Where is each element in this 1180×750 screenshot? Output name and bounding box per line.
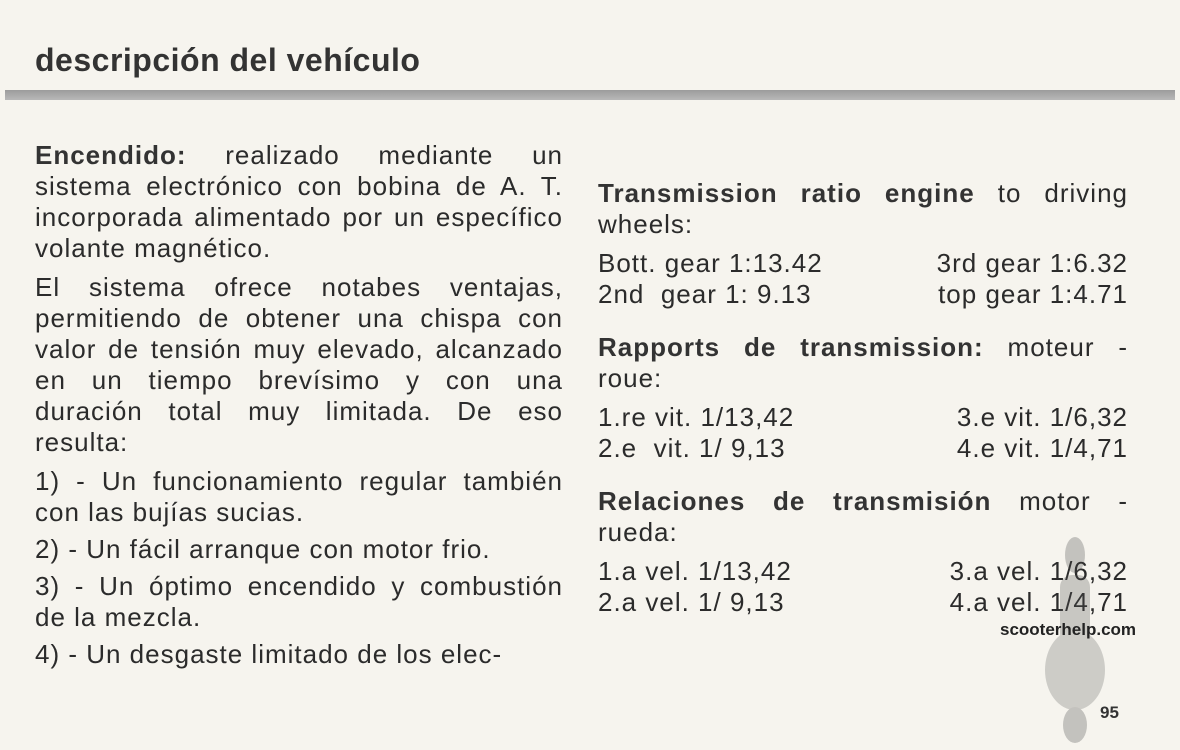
ratio-cell: 2nd gear 1: 9.13: [598, 279, 812, 309]
french-ratios-section: [598, 332, 1128, 464]
left-column: [35, 140, 563, 676]
ratio-cell: 1.re vit. 1/13,42: [598, 402, 795, 432]
english-heading-text: to driving wheels:: [598, 178, 1128, 239]
english-ratio-table: [598, 248, 1128, 310]
ignition-heading: Encendido:: [35, 140, 187, 170]
list-item: 4) - Un desgaste limitado de los elec-: [35, 639, 503, 669]
advantages-paragraph: El sistema ofrece notabes ventajas, permitiendo de obtener una chispa con valor de tensión muy elevado, alcanzado en un tiempo brevísimo y con una duración total muy limitada. De eso resulta:: [35, 272, 563, 457]
spanish-heading-text: motor - rueda:: [598, 486, 1128, 547]
list-item: 2) - Un fácil arranque con motor frio.: [35, 534, 491, 564]
scooterhelp-watermark: scooterhelp.com: [1000, 620, 1137, 639]
french-ratio-table: [598, 402, 1128, 464]
english-ratios-section: [598, 178, 1128, 310]
page-number: 95: [1100, 703, 1119, 722]
spanish-heading-bold: Relaciones de transmisión: [598, 486, 992, 516]
ratio-cell: 4.a vel. 1/4,71: [949, 587, 1128, 617]
french-heading-text: moteur - roue:: [598, 332, 1128, 393]
page-title: descripción del vehículo: [35, 42, 421, 78]
english-heading-bold: Transmission ratio engine: [598, 178, 975, 208]
french-heading-bold: Rapports de transmission:: [598, 332, 984, 362]
ratio-cell: Bott. gear 1:13.42: [598, 248, 823, 278]
list-item: 3) - Un óptimo encendido y combustión de la mezcla.: [35, 571, 563, 632]
ratio-cell: 3.e vit. 1/6,32: [956, 402, 1128, 432]
ignition-paragraph: [35, 140, 563, 264]
french-heading: [598, 332, 1128, 394]
ratio-cell: 3rd gear 1:6.32: [936, 248, 1128, 278]
ratio-cell: 4.e vit. 1/4,71: [956, 433, 1128, 463]
ignition-text: realizado mediante un sistema electrónico con bobina de A. T. incorporada alimentado por un específico volante magnético.: [35, 140, 563, 263]
ratio-cell: 2.e vit. 1/ 9,13: [598, 433, 786, 463]
ratio-cell: top gear 1:4.71: [938, 279, 1128, 309]
ratio-cell: 2.a vel. 1/ 9,13: [598, 587, 785, 617]
title-divider: [5, 90, 1175, 100]
ratio-cell: 1.a vel. 1/13,42: [598, 556, 792, 586]
ratio-cell: 3.a vel. 1/6,32: [949, 556, 1128, 586]
list-item: 1) - Un funcionamiento regular también con las bujías sucias.: [35, 466, 563, 527]
english-heading: [598, 178, 1128, 240]
